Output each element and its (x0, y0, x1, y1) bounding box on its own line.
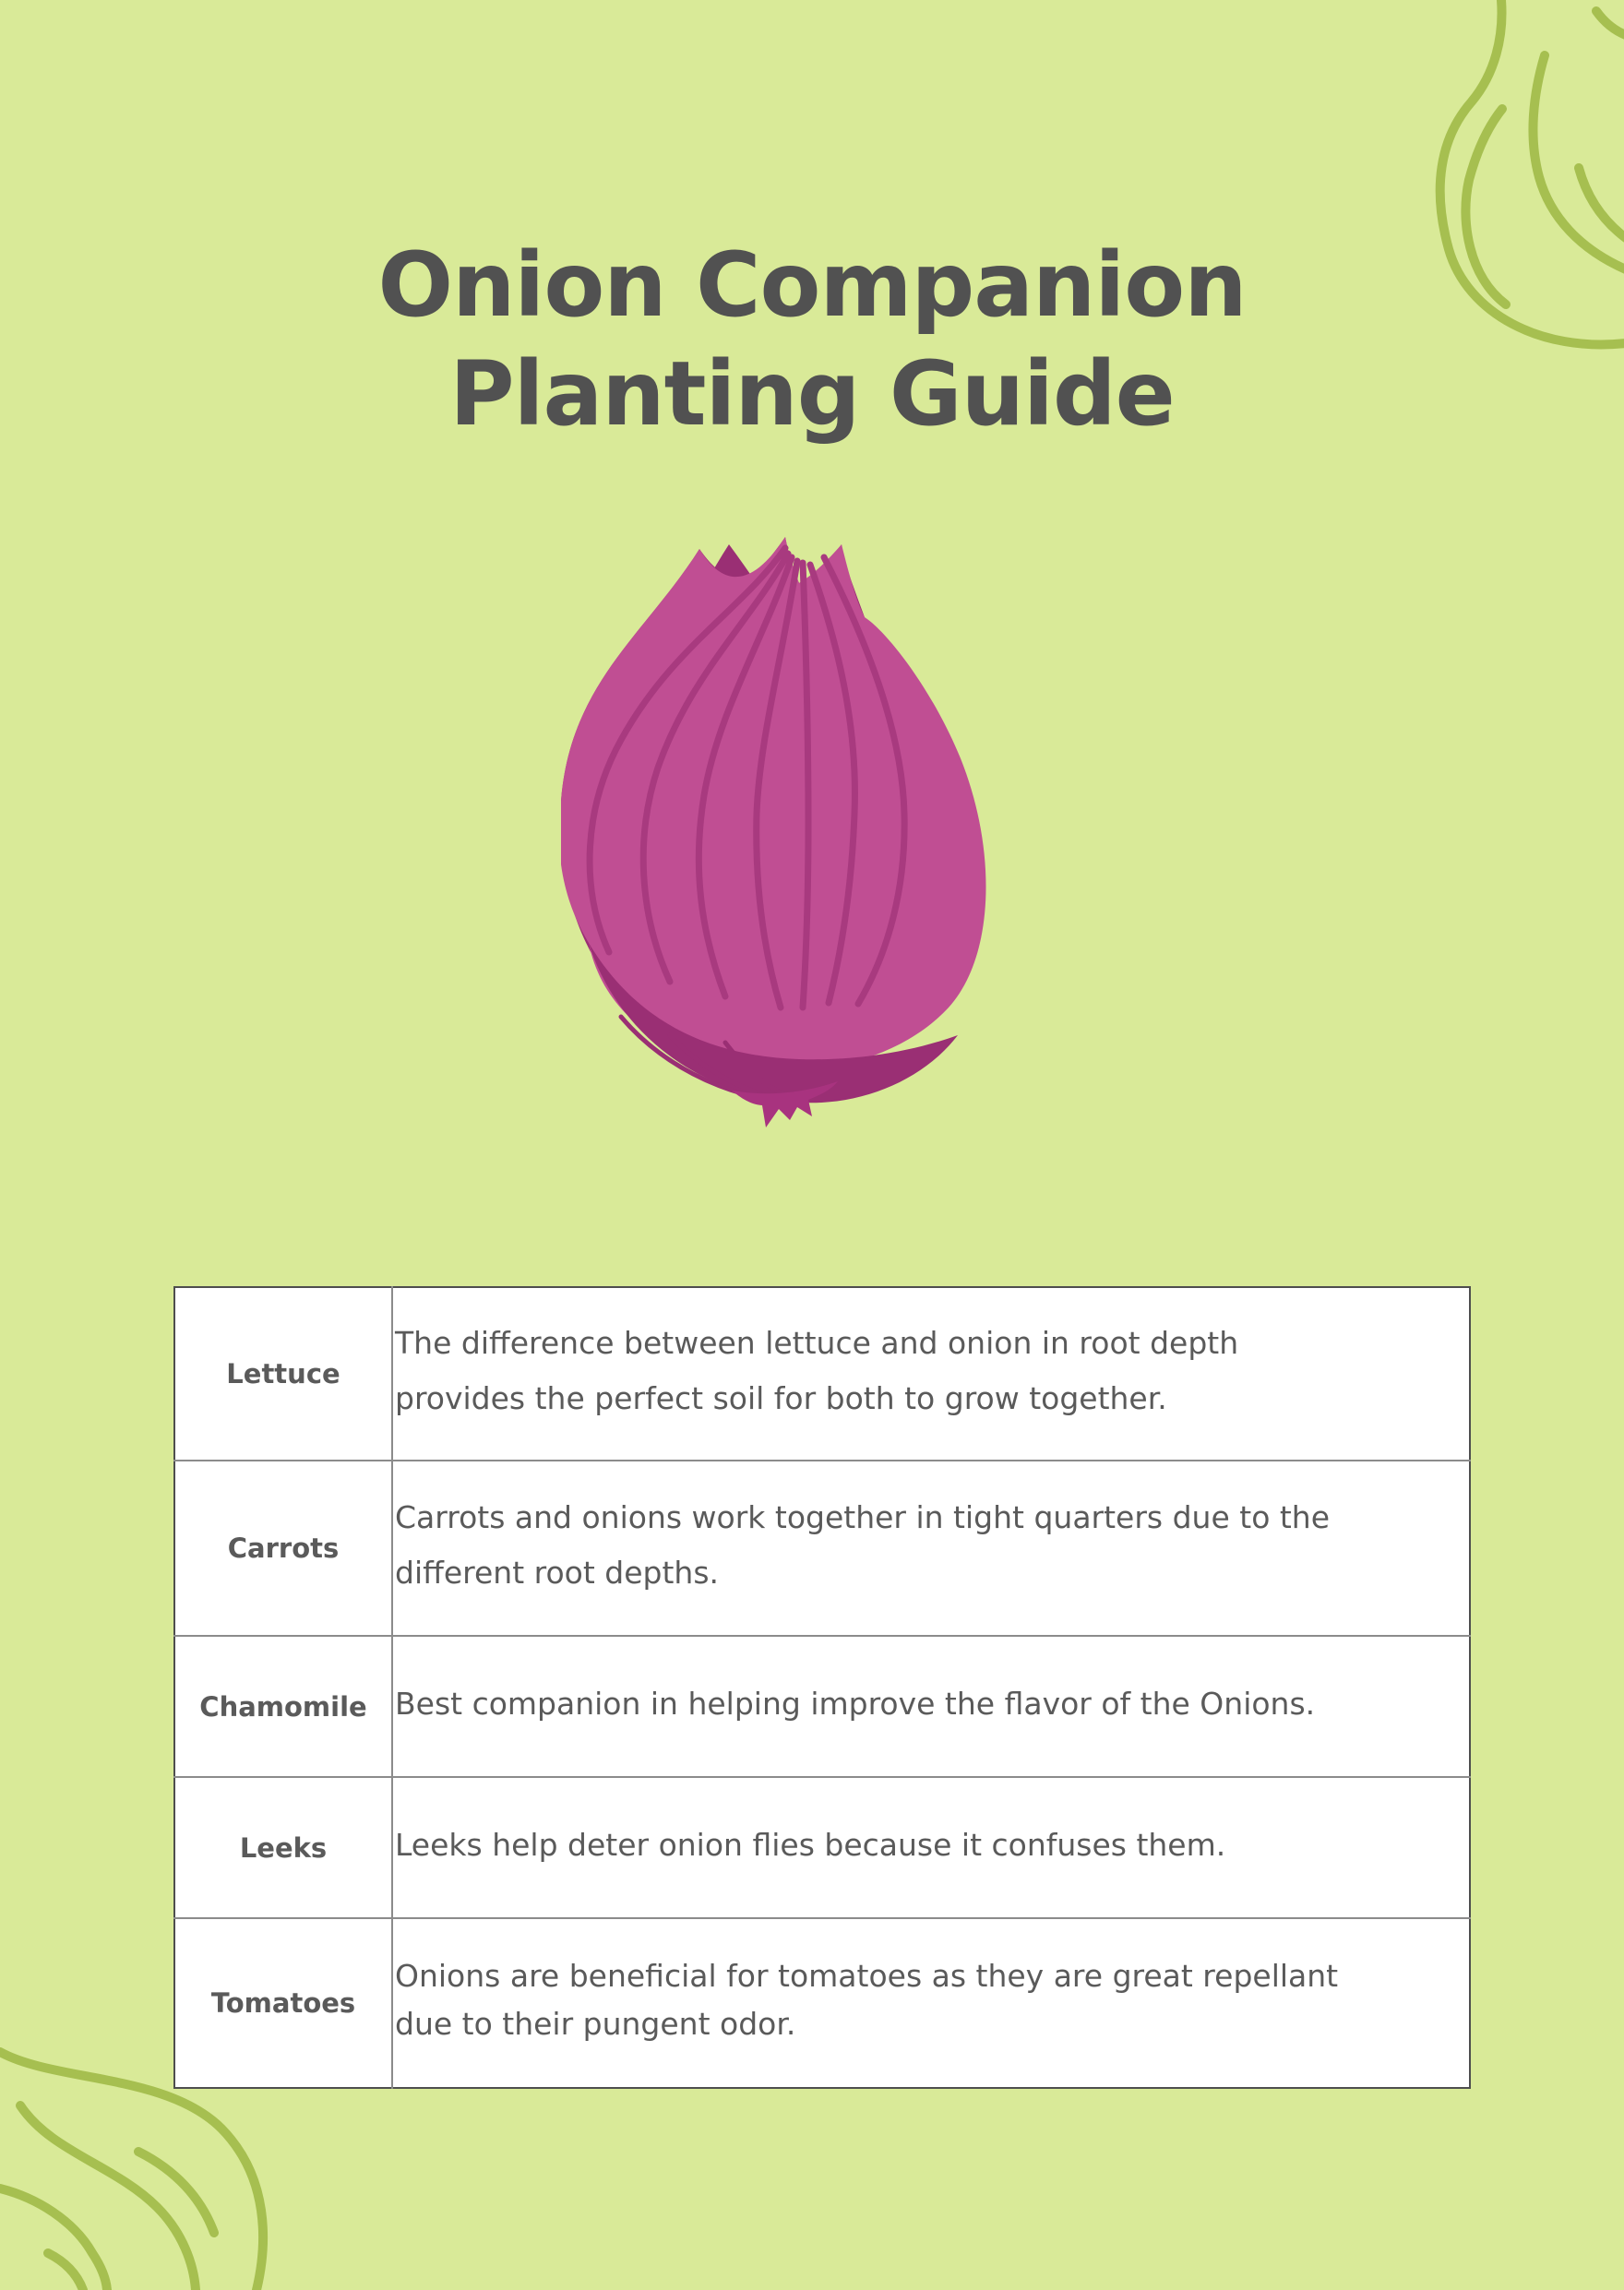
plant-description: Best companion in helping improve the flavor of the Onions. (392, 1636, 1470, 1777)
plant-description: Onions are beneficial for tomatoes as they are great repellant due to their pungent odor. (392, 1918, 1470, 2088)
plant-description: Leeks help deter onion flies because it confuses them. (392, 1777, 1470, 1918)
plant-name: Carrots (174, 1461, 392, 1636)
table-row (174, 1918, 1470, 2088)
table-row (174, 1777, 1470, 1918)
companion-table (173, 1286, 1471, 2089)
plant-name: Tomatoes (174, 1918, 392, 2088)
plant-description: The difference between lettuce and onion in root depth provides the perfect soil for both to grow together. (392, 1287, 1470, 1461)
table-row (174, 1287, 1470, 1461)
title-line-2: Planting Guide (449, 342, 1175, 446)
page-title (0, 231, 1624, 448)
plant-name: Lettuce (174, 1287, 392, 1461)
plant-name: Leeks (174, 1777, 392, 1918)
red-onion-illustration (561, 537, 1069, 1192)
plant-description: Carrots and onions work together in tight quarters due to the different root depths. (392, 1461, 1470, 1636)
table-row (174, 1636, 1470, 1777)
table-row (174, 1461, 1470, 1636)
plant-name: Chamomile (174, 1636, 392, 1777)
title-line-1: Onion Companion (377, 233, 1247, 337)
